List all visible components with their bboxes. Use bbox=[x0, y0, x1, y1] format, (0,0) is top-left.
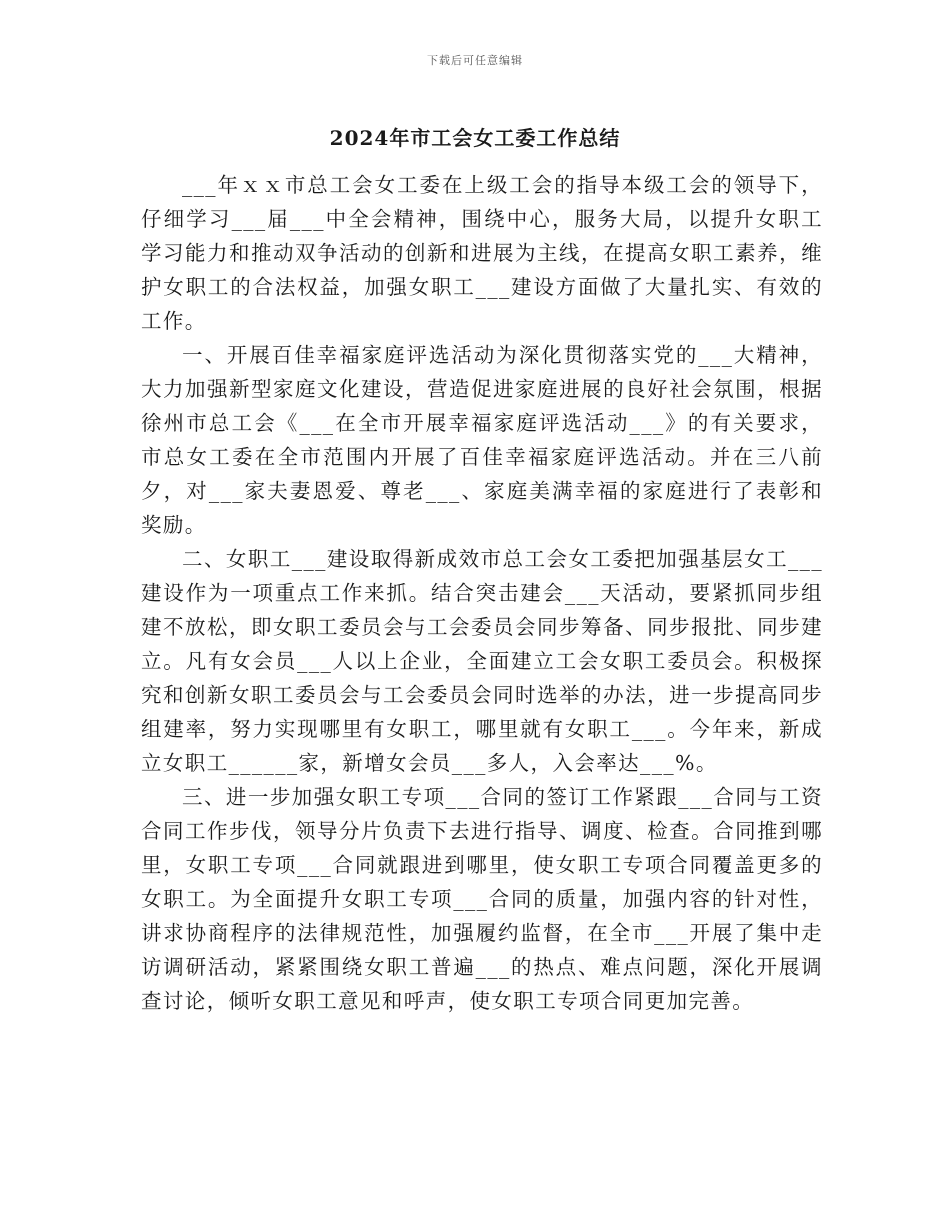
header-note: 下载后可任意编辑 bbox=[427, 54, 523, 67]
paragraph-section-1: 一、开展百佳幸福家庭评选活动为深化贯彻落实党的___大精神，大力加强新型家庭文化建设，营造促进家庭进展的良好社会氛围，根据徐州市总工会《___在全市开展幸福家庭评选活动___》的有关要求，市总女工委在全市范围内开展了百佳幸福家庭评选活动。并在三八前夕，对___家夫妻恩爱、尊老___、家庭美满幸福的家庭进行了表彰和奖励。 bbox=[141, 343, 823, 537]
paragraph-section-3: 三、进一步加强女职工专项___合同的签订工作紧跟___合同与工资合同工作步伐，领导分片负责下去进行指导、调度、检查。合同推到哪里，女职工专项___合同就跟进到哪里，使女职工专项合同覆盖更多的女职工。为全面提升女职工专项___合同的质量，加强内容的针对性，讲求协商程序的法律规范性，加强履约监督，在全市___开展了集中走访调研活动，紧紧围绕女职工普遍___的热点、难点问题，深化开展调查讨论，倾听女职工意见和呼声，使女职工专项合同更加完善。 bbox=[141, 785, 823, 1013]
document-body bbox=[141, 168, 823, 1018]
paragraph-section-2: 二、女职工___建设取得新成效市总工会女工委把加强基层女工___建设作为一项重点工作来抓。结合突击建会___天活动，要紧抓同步组建不放松，即女职工委员会与工会委员会同步筹备、同步报批、同步建立。凡有女会员___人以上企业，全面建立工会女职工委员会。积极探究和创新女职工委员会与工会委员会同时选举的办法，进一步提高同步组建率，努力实现哪里有女职工，哪里就有女职工___。今年来，新成立女职工______家，新增女会员___多人，入会率达___%。 bbox=[141, 547, 823, 775]
paragraph-intro: ___年ｘｘ市总工会女工委在上级工会的指导本级工会的领导下，仔细学习___届___中全会精神，围绕中心，服务大局，以提升女职工学习能力和推动双争活动的创新和进展为主线，在提高女职工素养，维护女职工的合法权益，加强女职工___建设方面做了大量扎实、有效的工作。 bbox=[141, 173, 823, 333]
document-title: 2024年市工会女工委工作总结 bbox=[329, 126, 621, 150]
